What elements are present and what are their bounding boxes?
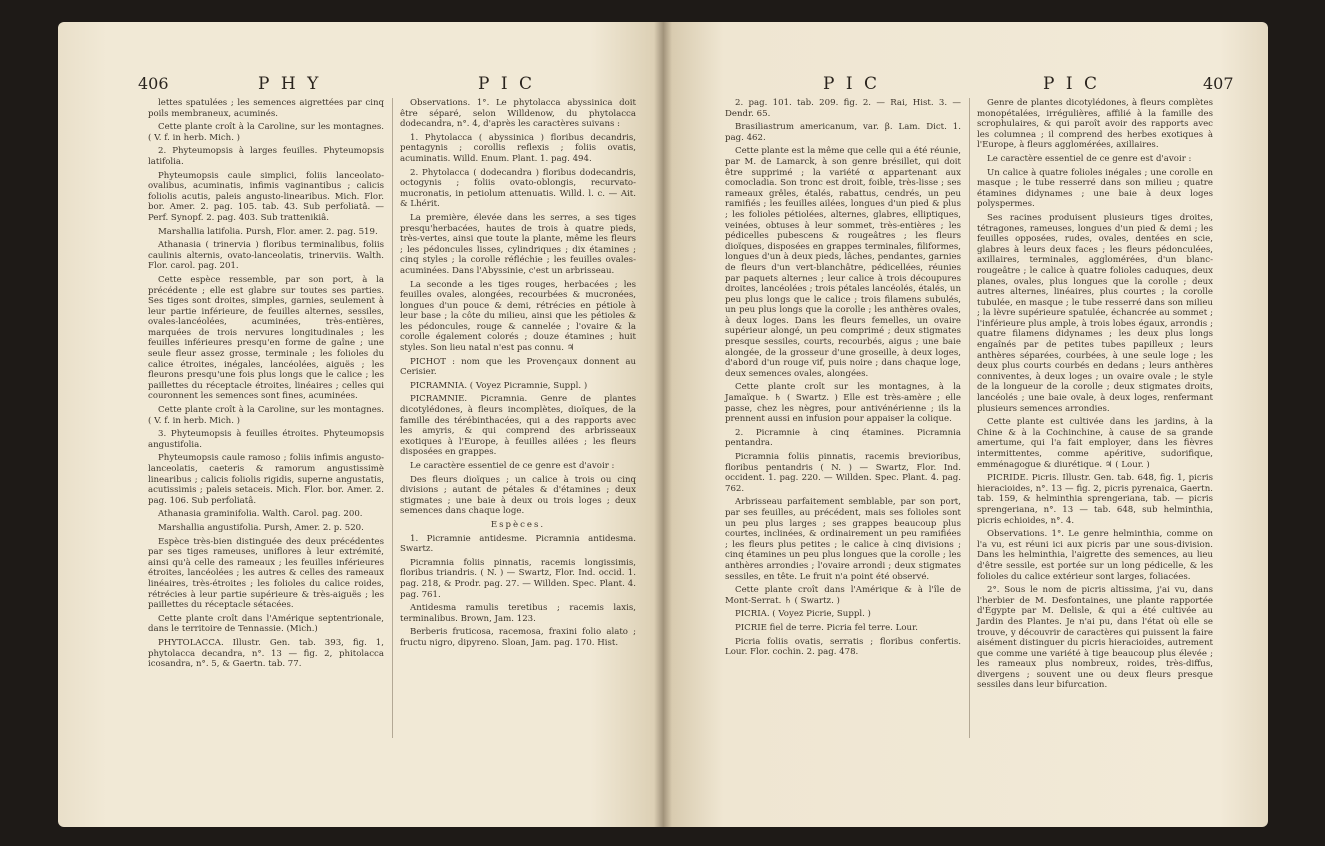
- paragraph: 2. Phytolacca ( dodecandra ) floribus dodecandris, octogynis ; foliis ovato-oblongis, recurvato-mucronatis, in petiolum attenuatis. Willd. l. c. — Ait. & Lhérit.: [400, 167, 636, 210]
- running-header-right-2: P I C: [1043, 74, 1100, 94]
- page-number-left: 406: [138, 74, 169, 93]
- left-column-2: [400, 98, 636, 652]
- left-page: [58, 22, 663, 827]
- running-header-left-1: P H Y: [258, 74, 322, 94]
- paragraph: Phyteumopsis caule ramoso ; foliis infimis angusto-lanceolatis, caeteris & ramorum angustissimè linearibus ; calicis foliolis rigidis, superne angustatis, acutissimis ; paleis setaceis. Mich. Flor. bor. Amer. 2. pag. 106. Sub perfoliatâ.: [148, 453, 384, 506]
- paragraph: 1. Phytolacca ( abyssinica ) floribus decandris, pentagynis ; corollis reflexis ; foliis ovatis, acuminatis. Willd. Enum. Plant. 1. pag. 494.: [400, 132, 636, 164]
- paragraph: 2. pag. 101. tab. 209. fig. 2. — Rai, Hist. 3. — Dendr. 65.: [725, 98, 961, 119]
- paragraph: Athanasia graminifolia. Walth. Carol. pag. 200.: [158, 509, 363, 520]
- paragraph: Picramnia foliis pinnatis, racemis brevioribus, floribus pentandris ( N. ) — Swartz, Flor. Ind. occident. 1. pag. 220. — Willden. Spec. Plant. 4. pag. 762.: [725, 452, 961, 494]
- paragraph: PICRAMNIE. Picramnia. Genre de plantes dicotylédones, à fleurs incomplètes, dioïques, de la famille des térébinthacées, qui a des rapports avec les amyris, & qui comprend des arbrisseaux exotiques à l'Europe, à feuilles ailées ; les fleurs disposées en grappes.: [400, 394, 636, 458]
- paragraph: Genre de plantes dicotylédones, à fleurs complètes monopétalées, irrégulières, affilié à la famille des scrophulaires, & qui paroît avoir des rapports avec les columnea ; il comprend des herbes exotiques à l'Europe, à fleurs agglomérées, axillaires.: [977, 98, 1213, 151]
- paragraph: La première, élevée dans les serres, a ses tiges presqu'herbacées, hautes de trois à quatre pieds, très-vertes, ainsi que toute la plante, même les fleurs ; les pédoncules lisses, cylindriques ; dix étamines ; cinq styles ; la corolle réfléchie ; les feuilles ovales-acuminées. Dans l'Abyssinie, c'est un arbrisseau.: [400, 212, 636, 276]
- paragraph: PICRIE fiel de terre. Picria fel terre. Lour.: [735, 622, 918, 633]
- paragraph: Cette plante est cultivée dans les jardins, à la Chine & à la Cochinchine, à cause de sa grande amertume, qui l'a fait employer, dans les fièvres intermittentes, comme apéritive, sudorifique, emménagogue & diurétique. ♃ ( Lour. ): [977, 417, 1213, 470]
- paragraph: Antidesma ramulis teretibus ; racemis laxis, terminalibus. Brown, Jam. 123.: [400, 603, 636, 624]
- paragraph: La seconde a les tiges rouges, herbacées ; les feuilles ovales, alongées, recourbées & mucronées, longues d'un pouce & demi, rétrécies en pétiole à leur base ; la côte du milieu, ainsi que les pétioles & les pédoncules, rouge & cannelée ; l'ovaire & la corolle également colorés ; douze étamines ; huit styles. Son lieu natal n'est pas connu. ♃: [400, 279, 636, 354]
- paragraph: Espèce très-bien distinguée des deux précédentes par ses tiges rameuses, uniflores à leur extrémité, ainsi qu'à celle des rameaux ; les feuilles inférieures étroites, lancéolées ; les autres & celles des rameaux linéaires, très-étroites ; les folioles du calice roides, rétrécies à leur partie supérieure & très-aiguës ; les paillettes du réceptacle sétacées.: [148, 536, 384, 611]
- right-column-2: [977, 98, 1213, 694]
- paragraph: Phyteumopsis caule simplici, foliis lanceolato-ovalibus, acuminatis, infimis vaginantibus ; calicis foliolis acutis, paleis angusto-linearibus. Mich. Flor. bor. Amer. 2. pag. 105. tab. 43. Sub perfoliatâ. — Perf. Synopf. 2. pag. 403. Sub trattenikiâ.: [148, 170, 384, 223]
- right-column-1: [725, 98, 961, 661]
- paragraph: Berberis fruticosa, racemosa, fraxini folio alato ; fructu nigro, dipyreno. Sloan, Jam. pag. 170. Hist.: [400, 627, 636, 648]
- paragraph: PICRIA. ( Voyez Picrie, Suppl. ): [735, 609, 871, 620]
- book-gutter: [654, 22, 672, 827]
- paragraph: PICRAMNIA. ( Voyez Picramnie, Suppl. ): [410, 380, 588, 391]
- paragraph: Espèces.: [490, 519, 546, 530]
- page-number-right: 407: [1203, 74, 1234, 93]
- running-header-right-1: P I C: [823, 74, 880, 94]
- right-page: [663, 22, 1268, 827]
- paragraph: Cette plante croît à la Caroline, sur les montagnes. ( V. f. in herb. Mich. ): [148, 122, 384, 143]
- paragraph: Picria foliis ovatis, serratis ; floribus confertis. Lour. Flor. cochin. 2. pag. 478.: [725, 636, 961, 658]
- paragraph: Picramnia foliis pinnatis, racemis longissimis, floribus triandris. ( N. ) — Swartz, Flor. Ind. occid. 1. pag. 218, & Prodr. pag. 27. — Willden. Spec. Plant. 4. pag. 761.: [400, 557, 636, 600]
- paragraph: Athanasia ( trinervia ) floribus terminalibus, foliis caulinis alternis, ovato-lanceolatis, trinerviis. Walth. Flor. carol. pag. 201.: [148, 240, 384, 272]
- paragraph: Le caractère essentiel de ce genre est d'avoir :: [410, 461, 615, 471]
- paragraph: PICHOT : nom que les Provençaux donnent au Cerisier.: [400, 356, 636, 378]
- book-spread: [58, 22, 1268, 827]
- paragraph: Brasiliastrum americanum, var. β. Lam. Dict. 1. pag. 462.: [725, 122, 961, 143]
- running-header-left-2: P I C: [478, 74, 535, 94]
- paragraph: 2. Picramnie à cinq étamines. Picramnia pentandra.: [725, 427, 961, 449]
- paragraph: lettes spatulées ; les semences aigrettées par cinq poils membraneux, acuminés.: [148, 98, 384, 119]
- paragraph: 2°. Sous le nom de picris altissima, j'ai vu, dans l'herbier de M. Desfontaines, une plante rapportée d'Égypte par M. Delisle, & qui a été cultivée au Jardin des Plantes. Je n'ai pu, dans l'état où elle se trouve, y découvrir de caractères qui puissent la faire aisément distinguer du picris hieracioides, autrement que comme une variété à tige beaucoup plus élevée ; les rameaux plus nombreux, roides, très-diffus, divergens ; souvent une ou deux fleurs presque sessiles dans leur bifurcation.: [977, 585, 1213, 691]
- paragraph: Marshallia latifolia. Pursh, Flor. amer. 2. pag. 519.: [158, 226, 378, 237]
- paragraph: PICRIDE. Picris. Illustr. Gen. tab. 648, fig. 1, picris hieracioides, n°. 13 — fig. 2, picris pyrenaica, Gaertn. tab. 159, & helminthia sprengeriana, tab. — picris sprengeriana, n°. 13 — tab. 648, sub helminthia, picris echioides, n°. 4.: [977, 473, 1213, 526]
- column-rule-left: [392, 98, 393, 738]
- paragraph: Arbrisseau parfaitement semblable, par son port, par ses feuilles, au précédent, mais ses folioles sont un peu plus larges ; ses grappes beaucoup plus courtes, inclinées, & ordinairement un peu ramifiées ; les fleurs plus petites ; le calice à cinq divisions ; cinq étamines un peu plus longues que la corolle ; les anthères arrondies ; l'ovaire arrondi ; deux stigmates sessiles, en tête. Le fruit n'a point été observé.: [725, 497, 961, 582]
- column-rule-right: [969, 98, 970, 738]
- paragraph: 1. Picramnie antidesme. Picramnia antidesma. Swartz.: [400, 533, 636, 555]
- paragraph: 2. Phyteumopsis à larges feuilles. Phyteumopsis latifolia.: [148, 146, 384, 167]
- paragraph: Cette plante croît dans l'Amérique & à l'île de Mont-Serrat. ♄ ( Swartz. ): [725, 585, 961, 606]
- paragraph: PHYTOLACCA. Illustr. Gen. tab. 393, fig. 1, phytolacca decandra, n°. 13 — fig. 2, phitolacca icosandra, n°. 5, & Gaertn. tab. 77.: [148, 637, 384, 670]
- paragraph: Cette espèce ressemble, par son port, à la précédente ; elle est glabre sur toutes ses parties. Ses tiges sont droites, simples, garnies, seulement à leur partie inférieure, de feuilles alternes, sessiles, ovales-lancéolées, acuminées, très-entières, marquées de trois nervures longitudinales ; les feuilles inférieures presqu'en forme de gaîne ; une seule fleur assez grosse, terminale ; les folioles du calice étroites, inégales, lancéolées, aiguës ; les fleurons presqu'une fois plus longs que le calice ; les paillettes du réceptacle étroites, linéaires ; celles qui couronnent les semences sont fines, acuminées.: [148, 274, 384, 402]
- paragraph: 3. Phyteumopsis à feuilles étroites. Phyteumopsis angustifolia.: [148, 429, 384, 450]
- paragraph: Cette plante croît dans l'Amérique septentrionale, dans le territoire de Tennassie. (Mich.): [148, 613, 384, 635]
- paragraph: Observations. 1°. Le phytolacca abyssinica doit être séparé, selon Willdenow, du phytolacca dodecandra, n°. 4, d'après les caractères suivans :: [400, 98, 636, 130]
- left-column-1: [148, 98, 384, 673]
- paragraph: Ses racines produisent plusieurs tiges droites, tétragones, rameuses, longues d'un pied & demi ; les feuilles opposées, rudes, ovales, dentées en scie, glabres à leurs deux faces ; les fleurs pédonculées, axillaires, terminales, agglomérées, d'un blanc-rougeâtre ; le calice à quatre folioles caduques, deux planes, ovales, plus longues que la corolle ; deux autres alternes, linéaires, plus courtes ; la corolle tubulée, en masque ; le tube resserré dans son milieu ; la lèvre supérieure spatulée, échancrée au sommet ; l'inférieure plus ample, à trois lobes égaux, arrondis ; quatre filamens didynames ; les deux plus longs engaînés par de petites tubes papilleux ; leurs anthères séparées, courbées, à une seule loge ; les deux plus courts courbés en dedans ; leurs anthères conniventes, à deux loges ; un ovaire ovale ; le style de la longueur de la corolle ; deux stigmates droits, lancéolés ; une baie ovale, à deux loges, renfermant plusieurs semences arrondies.: [977, 212, 1213, 414]
- paragraph: Observations. 1°. Le genre helminthia, comme on l'a vu, est réuni ici aux picris par une sous-division. Dans les helminthia, l'aigrette des semences, au lieu d'être sessile, est portée sur un long pédicelle, & les folioles du calice extérieur sont larges, foliacées.: [977, 529, 1213, 582]
- paragraph: Le caractère essentiel de ce genre est d'avoir :: [987, 153, 1192, 164]
- paragraph: Marshallia angustifolia. Pursh, Amer. 2. p. 520.: [158, 522, 364, 533]
- paragraph: Cette plante est la même que celle qui a été réunie, par M. de Lamarck, à son genre brésillet, qui doit être supprimé ; la variété α appartenant aux comocladia. Son tronc est droit, foible, très-lisse ; ses rameaux grêles, étalés, rabattus, cendrés, un peu ramifiés ; les feuilles ailées, longues d'un pied & plus ; les folioles pétiolées, alternes, glabres, elliptiques, veinées, obtuses à leur sommet, très-entières ; les pédicelles pubescens & rougeâtres ; les fleurs dioïques, disposées en grappes terminales, filiformes, longues d'un à deux pieds, lâches, pendantes, garnies de fleurs d'un vert-blanchâtre, pédicellées, réunies par paquets alternes ; leur calice à trois découpures droites, lancéolées ; trois pétales lancéolés, étalés, un peu plus longs que le calice ; trois filamens subulés, un peu plus longs que la corolle ; les anthères ovales, à deux loges. Dans les fleurs femelles, un ovaire supérieur alongé, un peu comprimé ; deux stigmates presque sessiles, courts, recourbés, aigus ; une baie alongée, de la grosseur d'une groseille, à deux loges, d'abord d'un rouge vif, puis noire ; dans chaque loge, deux semences ovales, alongées.: [725, 146, 961, 379]
- paragraph: Un calice à quatre folioles inégales ; une corolle en masque ; le tube resserré dans son milieu ; quatre étamines didynames ; une baie à deux loges polyspermes.: [977, 167, 1213, 210]
- paragraph: Cette plante croît sur les montagnes, à la Jamaïque. ♄ ( Swartz. ) Elle est très-amère ; elle passe, chez les nègres, pour antivénérienne ; ils la prennent aussi en infusion pour appaiser la colique.: [725, 382, 961, 425]
- paragraph: Des fleurs dioïques ; un calice à trois ou cinq divisions ; autant de pétales & d'étamines ; deux stigmates ; une baie à deux ou trois loges ; deux semences dans chaque loge.: [400, 474, 636, 517]
- paragraph: Cette plante croît à la Caroline, sur les montagnes. ( V. f. in herb. Mich. ): [148, 405, 384, 426]
